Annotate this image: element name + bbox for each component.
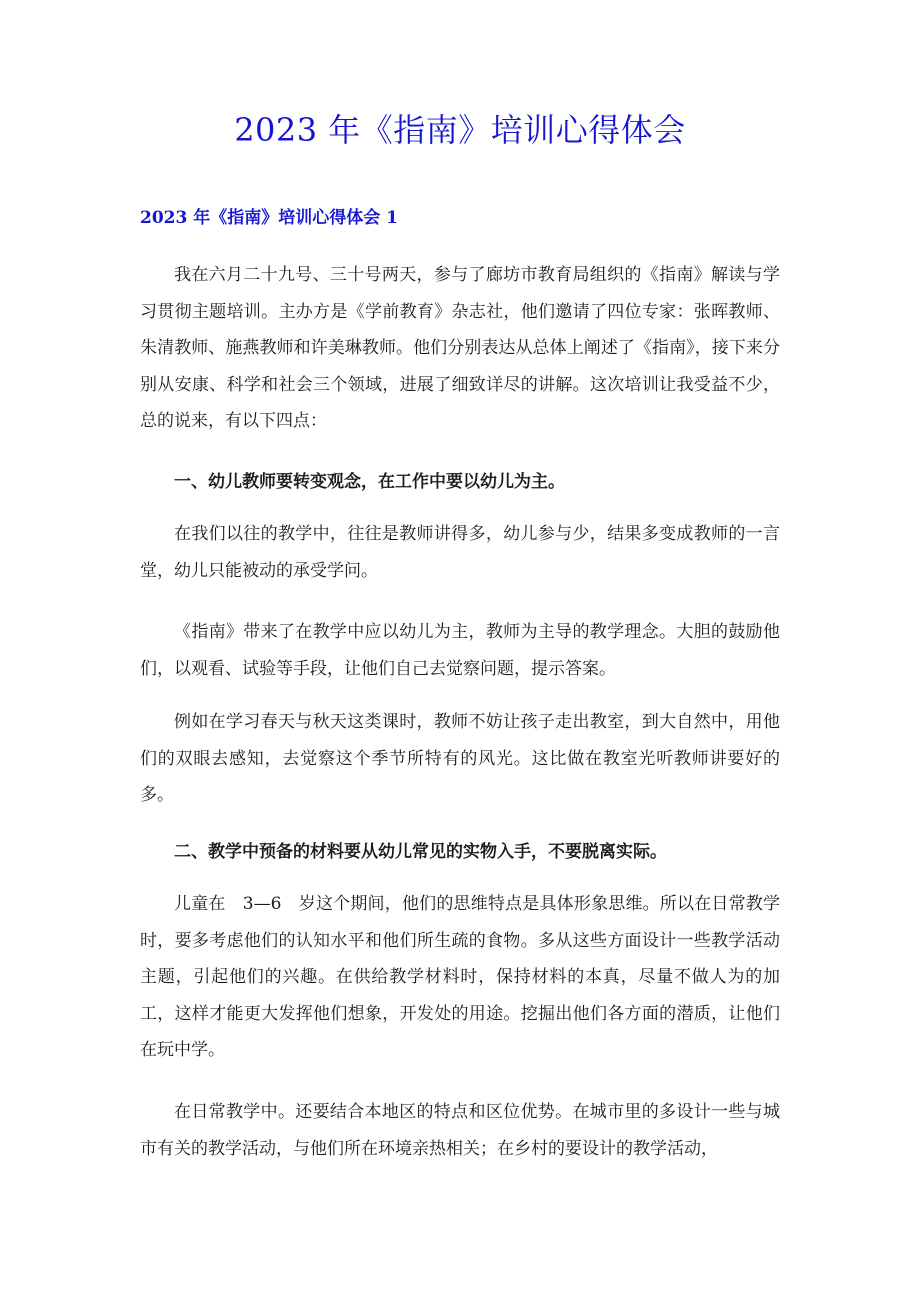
- paragraph-local-features: 在日常教学中。还要结合本地区的特点和区位优势。在城市里的多设计一些与城市有关的教学活动，与他们所在环境亲热相关；在乡村的要设计的教学活动，: [140, 1102, 780, 1159]
- heading-point-2: 二、教学中预备的材料要从幼儿常见的实物入手，不要脱离实际。: [174, 842, 667, 862]
- paragraph-example-seasons: 例如在学习春天与秋天这类课时，教师不妨让孩子走出教室，到大自然中，用他们的双眼去感知，去觉察这个季节所特有的风光。这比做在教室光听教师讲要好的多。: [140, 712, 780, 805]
- paragraph-guide-concept: 《指南》带来了在教学中应以幼儿为主，教师为主导的教学理念。大胆的鼓励他们，以观看、试验等手段，让他们自己去觉察问题，提示答案。: [140, 622, 780, 679]
- heading-point-1: 一、幼儿教师要转变观念，在工作中要以幼儿为主。: [174, 472, 565, 492]
- paragraph-traditional-teaching: 在我们以往的教学中，往往是教师讲得多，幼儿参与少，结果多变成教师的一言堂，幼儿只能被动的承受学问。: [140, 524, 780, 581]
- paragraph-children-thinking: 儿童在 3—6 岁这个期间，他们的思维特点是具体形象思维。所以在日常教学时，要多考虑他们的认知水平和他们所生疏的食物。多从这些方面设计一些教学活动主题，引起他们的兴趣。在供给教学材料时，保持材料的本真，尽量不做人为的加工，这样才能更大发挥他们想象，开发处的用途。挖掘出他们各方面的潜质，让他们在玩中学。: [140, 894, 780, 1060]
- paragraph-intro: 我在六月二十九号、三十号两天，参与了廊坊市教育局组织的《指南》解读与学习贯彻主题培训。主办方是《学前教育》杂志社，他们邀请了四位专家：张晖教师、朱清教师、施燕教师和许美琳教师。他们分别表达从总体上阐述了《指南》，接下来分别从安康、科学和社会三个领域，进展了细致详尽的讲解。这次培训让我受益不少，总的说来，有以下四点：: [140, 265, 780, 431]
- document-title: 2023 年《指南》培训心得体会: [234, 111, 686, 149]
- section-title: 2023 年《指南》培训心得体会 1: [140, 208, 398, 228]
